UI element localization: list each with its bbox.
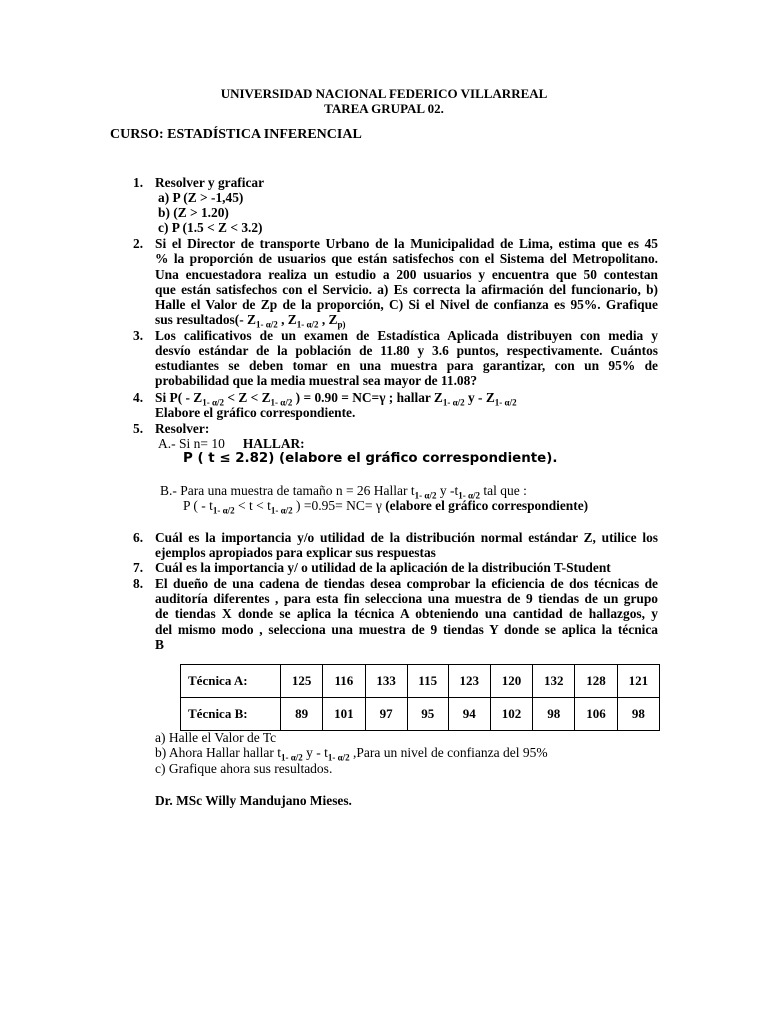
q2-line-6: sus resultados(- $Z_{1- \alpha/2}$ , $Z_{1- \alpha/2}$ , $Z_{p)}$ bbox=[155, 312, 346, 330]
table-row bbox=[181, 665, 660, 698]
table-cell: 125 bbox=[281, 665, 323, 698]
table-cell: 121 bbox=[617, 665, 659, 698]
table-cell: 89 bbox=[281, 698, 323, 731]
table-cell: 133 bbox=[365, 665, 407, 698]
q8-sub-a: a) Halle el Valor de Tc bbox=[155, 730, 277, 745]
course-title: CURSO: ESTADÍSTICA INFERENCIAL bbox=[110, 127, 362, 142]
table-cell: 98 bbox=[533, 698, 575, 731]
q1-item-b: b) (Z > 1.20) bbox=[158, 205, 229, 220]
q5-title: Resolver: bbox=[155, 421, 210, 436]
q8-line-3: de tiendas X donde se aplica la técnica A obteniendo una cantidad de hallazgos, y bbox=[155, 606, 658, 621]
table-cell: 98 bbox=[617, 698, 659, 731]
row-label: Técnica B: bbox=[181, 698, 281, 731]
q3-number: 3. bbox=[133, 328, 144, 343]
q1-title: Resolver y graficar bbox=[155, 175, 265, 190]
techniques-table bbox=[180, 664, 660, 731]
table-cell: 116 bbox=[323, 665, 365, 698]
q5-number: 5. bbox=[133, 421, 144, 436]
q8-line-5: B bbox=[155, 637, 164, 652]
table-cell: 120 bbox=[490, 665, 532, 698]
q2-line-1: Si el Director de transporte Urbano de la Municipalidad de Lima, estima que es 45 bbox=[155, 236, 658, 251]
table-cell: 102 bbox=[490, 698, 532, 731]
table-cell: 106 bbox=[575, 698, 617, 731]
table-cell: 95 bbox=[407, 698, 448, 731]
table-cell: 94 bbox=[448, 698, 490, 731]
q4-line-1: Si $P( - Z_{1- \alpha/2} < Z < Z_{1- \alpha/2}$ ) = 0.90 = NC=γ ; hallar $Z_{1- \alpha/2}$ y - $Z_{1- \alpha/2}$ bbox=[155, 390, 517, 408]
q2-line-2: % la proporción de usuarios que están satisfechos con el Sistema del Metropolitano. bbox=[155, 251, 658, 266]
q7-text: Cuál es la importancia y/ o utilidad de la aplicación de la distribución T-Student bbox=[155, 560, 611, 575]
q8-sub-b: b) Ahora Hallar hallar $t_{1- \alpha/2}$ y - $t_{1- \alpha/2}$ ,Para un nivel de confianza del 95% bbox=[155, 745, 548, 763]
university-title: UNIVERSIDAD NACIONAL FEDERICO VILLARREAL bbox=[220, 86, 548, 101]
table-cell: 97 bbox=[365, 698, 407, 731]
q3-line-3: estudiantes se deben tomar en una muestra para garantizar, con un 95% de bbox=[155, 358, 658, 373]
author-signature: Dr. MSc Willy Mandujano Mieses. bbox=[155, 793, 352, 808]
q3-line-4: probabilidad que la media muestral sea mayor de 11.08? bbox=[155, 373, 478, 388]
q4-line-2: Elabore el gráfico correspondiente. bbox=[155, 405, 356, 420]
q8-line-4: del mismo modo , selecciona una muestra de 9 tiendas Y donde se aplica la técnica bbox=[155, 622, 658, 637]
table-cell: 115 bbox=[407, 665, 448, 698]
q2-line-3: Una encuestadora realiza un estudio a 200 usuarios y encuentra que 50 contestan bbox=[155, 267, 658, 282]
q4-number: 4. bbox=[133, 390, 144, 405]
q8-number: 8. bbox=[133, 576, 144, 591]
table-cell: 128 bbox=[575, 665, 617, 698]
q5-part-b-expression: P ( - $t_{1- \alpha/2} < t < t_{1- \alpha/2}$ ) =0.95= NC= γ (elabore el gráfico correspondiente) bbox=[183, 498, 589, 516]
q2-line-4: que están satisfechos con el Servicio. a) Es correcta la afirmación del funcionario, b) bbox=[155, 282, 658, 297]
table-cell: 123 bbox=[448, 665, 490, 698]
q6-line-1: Cuál es la importancia y/o utilidad de la distribución normal estándar Z, utilice los bbox=[155, 530, 658, 545]
q1-item-a: a) P (Z > -1,45) bbox=[158, 190, 244, 205]
table-cell: 101 bbox=[323, 698, 365, 731]
q1-item-c: c) P (1.5 < Z < 3.2) bbox=[158, 220, 263, 235]
q5-part-a-expression: P ( t ≤ 2.82) (elabore el gráfico correspondiente). bbox=[183, 451, 558, 466]
q8-line-1: El dueño de una cadena de tiendas desea comprobar la eficiencia de dos técnicas de bbox=[155, 576, 658, 591]
q3-line-1: Los calificativos de un examen de Estadística Aplicada distribuyen con media y bbox=[155, 328, 658, 343]
q1-number: 1. bbox=[133, 175, 144, 190]
q6-line-2: ejemplos apropiados para explicar sus respuestas bbox=[155, 545, 436, 560]
table-cell: 132 bbox=[533, 665, 575, 698]
q2-line-5: Halle el Valor de Zp de la proporción, C) Si el Nivel de confianza es 95%. Grafique bbox=[155, 297, 658, 312]
q8-line-2: auditoría diferentes , para esta fin selecciona una muestra de 9 tiendas de un grupo bbox=[155, 591, 658, 606]
row-label: Técnica A: bbox=[181, 665, 281, 698]
q3-line-2: desvío estándar de la población de 11.80 y 3.6 puntos, respectivamente. Cuántos bbox=[155, 343, 658, 358]
q5-part-b: B.- Para una muestra de tamaño n = 26 Hallar $t_{1- \alpha/2}$ y $-t_{1- \alpha/2}$ tal que : bbox=[160, 483, 527, 501]
table-row bbox=[181, 698, 660, 731]
q7-number: 7. bbox=[133, 560, 144, 575]
q5-part-a: A.- Si n= 10 HALLAR: bbox=[158, 436, 305, 451]
q8-sub-c: c) Grafique ahora sus resultados. bbox=[155, 761, 333, 776]
assignment-title: TAREA GRUPAL 02. bbox=[324, 101, 444, 116]
q6-number: 6. bbox=[133, 530, 144, 545]
q2-number: 2. bbox=[133, 236, 144, 251]
